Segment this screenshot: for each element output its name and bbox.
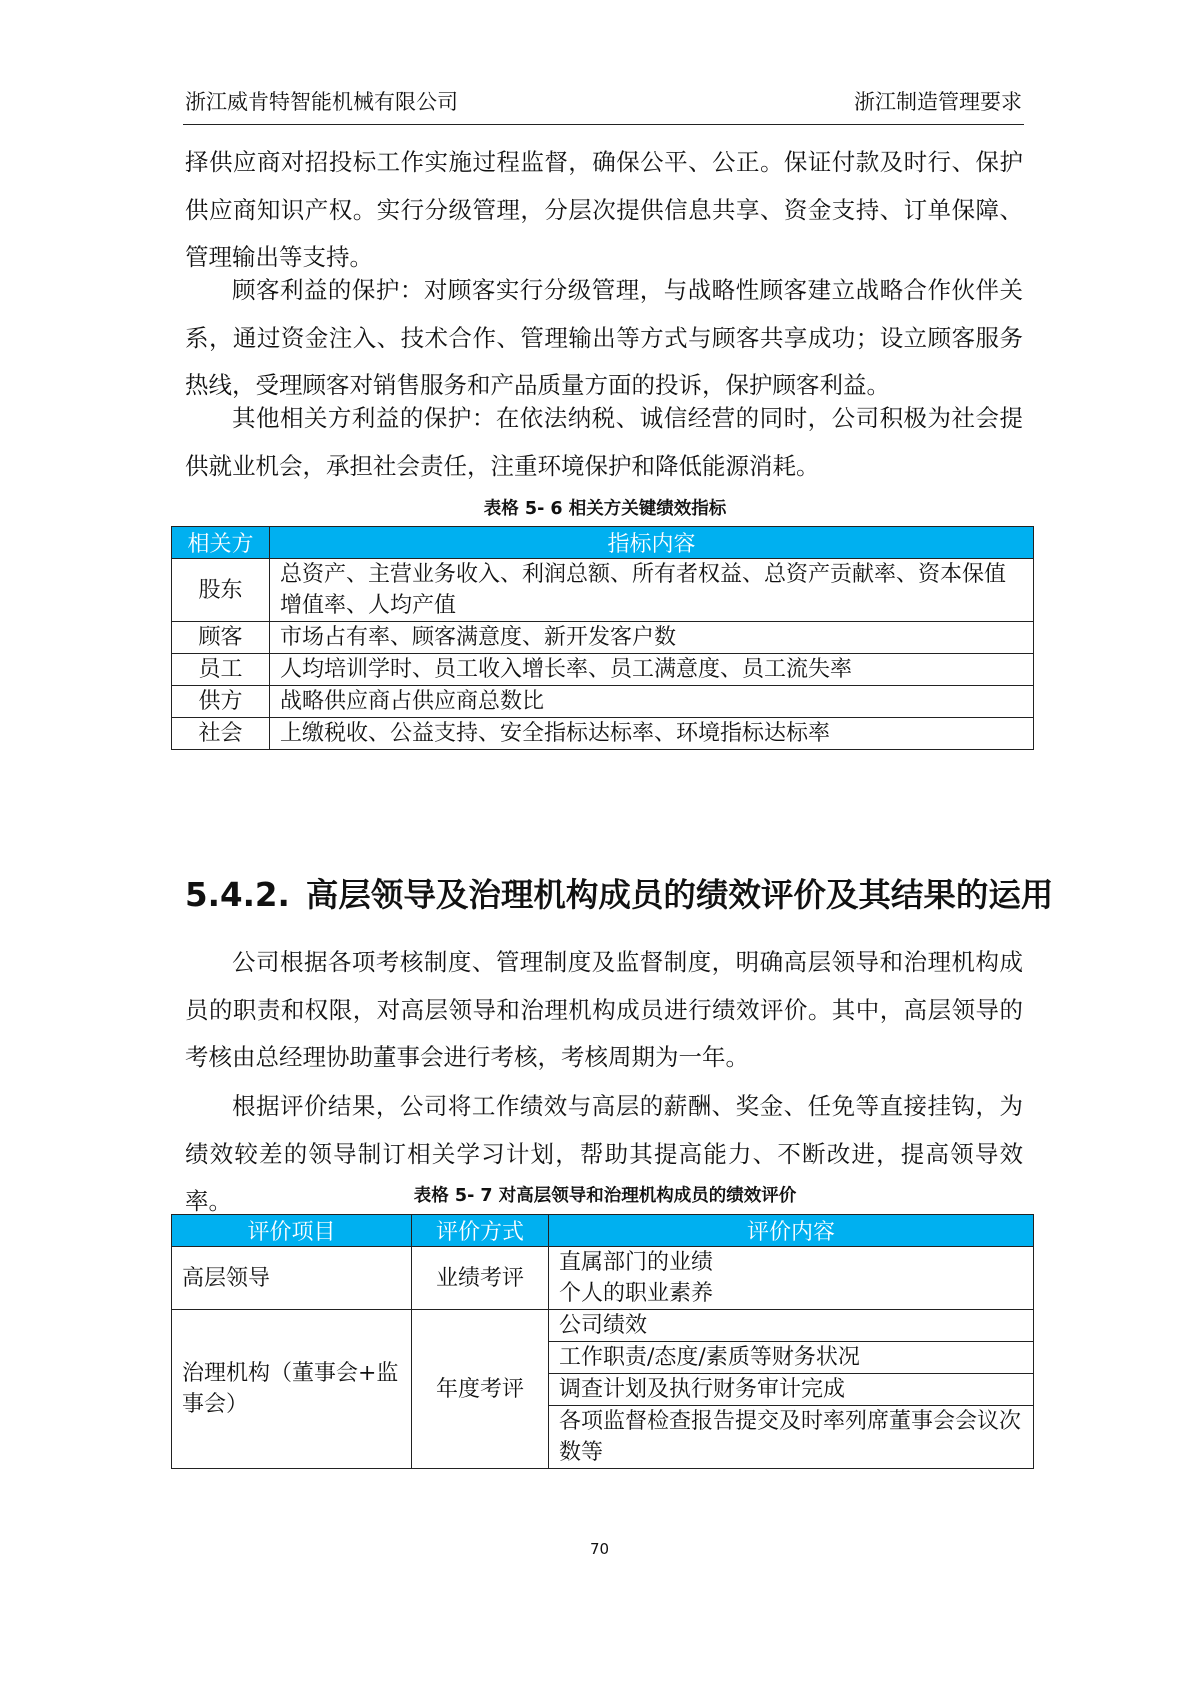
section-title: 高层领导及治理机构成员的绩效评价及其结果的运用 [305, 876, 1054, 914]
paragraph-results: 根据评价结果，公司将工作绩效与高层的薪酬、奖金、任免等直接挂钩，为绩效较差的领导制订相关学习计划，帮助其提高能力、不断改进，提高领导效率。 [185, 1092, 1023, 1215]
table-row [172, 718, 1034, 750]
paragraph-others: 其他相关方利益的保护：在依法纳税、诚信经营的同时，公司积极为社会提供就业机会，承担社会责任，注重环境保护和降低能源消耗。 [185, 404, 1023, 480]
header-company: 浙江威肯特智能机械有限公司 [185, 90, 458, 114]
indicator-cell: 市场占有率、顾客满意度、新开发客户数 [270, 622, 1034, 654]
content-line: 直属部门的业绩 [559, 1250, 714, 1275]
paragraph-customer: 顾客利益的保护：对顾客实行分级管理，与战略性顾客建立战略合作伙伴关系，通过资金注入、技术合作、管理输出等方式与顾客共享成功；设立顾客服务热线，受理顾客对销售服务和产品质量方面的投诉，保护顾客利益。 [185, 276, 1023, 399]
evaluation-content-cell [549, 1247, 1034, 1310]
table-row [172, 559, 1034, 622]
evaluation-method-cell: 年度考评 [412, 1310, 549, 1469]
table-row [172, 686, 1034, 718]
table1-caption: 表格 5- 6 相关方关键绩效指标 [483, 499, 727, 519]
indicator-cell: 人均培训学时、员工收入增长率、员工满意度、员工流失率 [270, 654, 1034, 686]
header-doc-title: 浙江制造管理要求 [854, 90, 1022, 114]
page-header [185, 86, 1022, 116]
content-subrow: 工作职责/态度/素质等财务状况 [549, 1342, 1033, 1374]
content-subrow: 公司绩效 [549, 1310, 1033, 1342]
indicator-cell: 战略供应商占供应商总数比 [270, 686, 1034, 718]
table-row [172, 622, 1034, 654]
content-subrow: 调查计划及执行财务审计完成 [549, 1374, 1033, 1406]
section-number: 5.4.2. [185, 876, 290, 914]
stakeholder-kpi-table [171, 526, 1034, 750]
page-number: 70 [589, 1540, 610, 1558]
header-rule [183, 124, 1024, 125]
table-row [172, 1247, 1034, 1310]
stakeholder-cell: 供方 [172, 686, 270, 718]
evaluation-item-cell: 高层领导 [172, 1247, 412, 1310]
indicator-cell: 上缴税收、公益支持、安全指标达标率、环境指标达标率 [270, 718, 1034, 750]
table2-caption: 表格 5- 7 对高层领导和治理机构成员的绩效评价 [413, 1186, 797, 1206]
evaluation-content-cell [549, 1310, 1034, 1469]
column-header: 指标内容 [270, 527, 1034, 559]
content-subrow: 各项监督检查报告提交及时率列席董事会会议次数等 [559, 1409, 1022, 1465]
stakeholder-cell: 员工 [172, 654, 270, 686]
stakeholder-cell: 社会 [172, 718, 270, 750]
section-heading [185, 870, 1053, 916]
leadership-evaluation-table [171, 1214, 1034, 1469]
table-row [172, 654, 1034, 686]
column-header: 评价内容 [549, 1215, 1034, 1247]
content-line: 个人的职业素养 [559, 1281, 714, 1306]
paragraph-supplier: 择供应商对招投标工作实施过程监督，确保公平、公正。保证付款及时行、保护供应商知识产权。实行分级管理，分层次提供信息共享、资金支持、订单保障、管理输出等支持。 [185, 148, 1023, 271]
evaluation-item-cell: 治理机构（董事会+监事会） [172, 1310, 412, 1469]
table-header-row [172, 1215, 1034, 1247]
evaluation-method-cell: 业绩考评 [412, 1247, 549, 1310]
paragraph-evaluation: 公司根据各项考核制度、管理制度及监督制度，明确高层领导和治理机构成员的职责和权限，对高层领导和治理机构成员进行绩效评价。其中，高层领导的考核由总经理协助董事会进行考核，考核周期为一年。 [185, 948, 1023, 1071]
column-header: 评价项目 [172, 1215, 412, 1247]
table-header-row [172, 527, 1034, 559]
stakeholder-cell: 股东 [172, 559, 270, 622]
column-header: 评价方式 [412, 1215, 549, 1247]
column-header: 相关方 [172, 527, 270, 559]
stakeholder-cell: 顾客 [172, 622, 270, 654]
table-row [172, 1310, 1034, 1469]
indicator-cell: 总资产、主营业务收入、利润总额、所有者权益、总资产贡献率、资本保值增值率、人均产值 [270, 559, 1034, 622]
